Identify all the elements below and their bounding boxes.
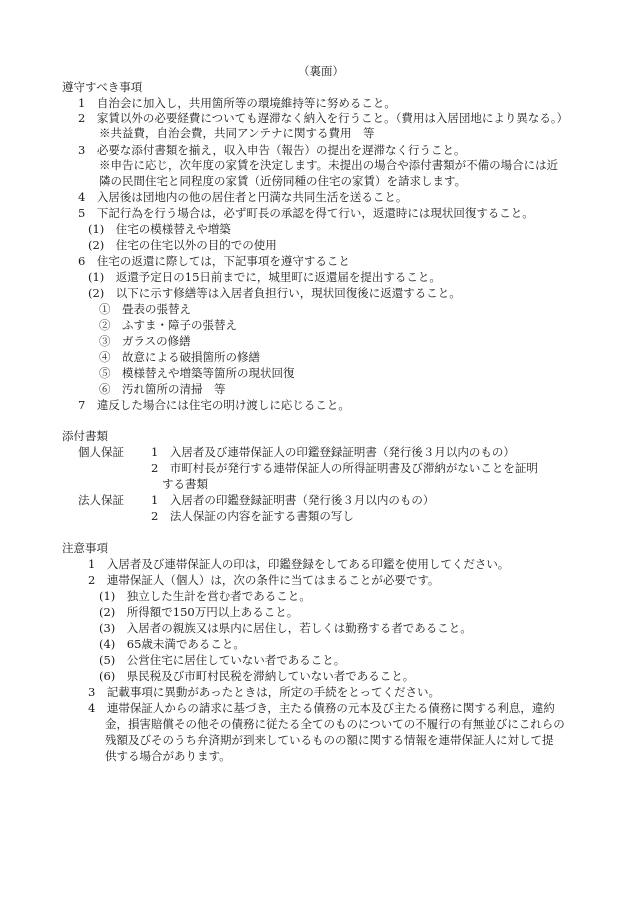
rules-line: 7 違反した場合には住宅の明け渡しに応じること。 <box>78 398 350 412</box>
notes-line: 3 記載事項に異動があったときは，所定の手続をとってください。 <box>88 685 440 699</box>
notes-line: 1 入居者及び連帯保証人の印は，印鑑登録をしてある印鑑を使用してください。 <box>88 557 510 571</box>
rules-heading: 遵守すべき事項 <box>62 80 143 94</box>
notes-line: (1) 独立した生計を営む者であること。 <box>99 589 311 603</box>
rules-line: ⑤ 模様替えや増築等箇所の現状回復 <box>99 366 295 380</box>
attachments-line: する書類 <box>162 477 208 491</box>
notes-line: (2) 所得額で150万円以上あること。 <box>99 605 299 619</box>
notes-line: (5) 公営住宅に居住していない者であること。 <box>99 653 346 667</box>
rules-line: 1 自治会に加入し，共用箇所等の環境維持等に努めること。 <box>78 96 396 110</box>
rules-line: 6 住宅の返還に際しては，下記事項を遵守すること <box>78 254 350 268</box>
rules-line: (2) 以下に示す修繕等は入居者負担行い，現状回復後に返還すること。 <box>88 286 461 300</box>
notes-line: (3) 入居者の親族又は県内に居住し，若しくは勤務する者であること。 <box>99 621 472 635</box>
notes-line: 残額及びそのうち弁済期が到来しているものの額に関する情報を連帯保証人に対して提 <box>105 733 554 747</box>
attachments-line: 2 法人保証の内容を証する書類の写し <box>151 509 354 523</box>
notes-heading: 注意事項 <box>62 541 108 555</box>
rules-line: 5 下記行為を行う場合は，必ず町長の承認を得て行い，返還時には現状回復すること。 <box>78 206 534 220</box>
notes-line: 供する場合があります。 <box>105 749 231 763</box>
notes-line: 4 連帯保証人からの請求に基づき，主たる債務の元本及び主たる債務に関する利息，違約 <box>88 701 555 715</box>
rules-line: ※共益費，自治会費，共同アンテナに関する費用 等 <box>99 126 375 140</box>
rules-line: ④ 故意による破損箇所の修繕 <box>99 350 260 364</box>
rules-line: ※申告に応じ，次年度の家賃を決定します。未提出の場合や添付書類が不備の場合には近 <box>99 158 559 172</box>
rules-line: (1) 返還予定日の15日前までに，城里町に返還届を提出すること。 <box>88 270 441 284</box>
rules-line: ③ ガラスの修繕 <box>99 334 191 348</box>
rules-line: ① 畳表の張替え <box>99 302 191 316</box>
rules-line: (2) 住宅の住宅以外の目的での使用 <box>88 238 277 252</box>
attachments-heading: 添付書類 <box>62 429 108 443</box>
rules-line: ⑥ 汚れ箇所の清掃 等 <box>99 382 226 396</box>
rules-line: 3 必要な添付書類を揃え，収入申告（報告）の提出を遅滞なく行うこと。 <box>78 143 466 157</box>
corporate-guarantee-label: 法人保証 <box>78 493 124 507</box>
notes-line: 金，損害賠償その他その債務に従たる全てのものについての不履行の有無並びにこれらの <box>105 717 565 731</box>
notes-line: (4) 65歳未満であること。 <box>99 637 245 651</box>
notes-line: (6) 県民税及び市町村民税を滞納していない者であること。 <box>99 669 415 683</box>
page-title: （裏面） <box>298 64 344 78</box>
attachments-line: 2 市町村長が発行する連帯保証人の所得証明書及び滞納がないことを証明 <box>151 461 538 475</box>
rules-line: (1) 住宅の模様替えや増築 <box>88 222 231 236</box>
rules-line: 隣の民間住宅と同程度の家賃（近傍同種の住宅の家賃）を請求します。 <box>99 174 467 188</box>
rules-line: 2 家賃以外の必要経費についても遅滞なく納入を行うこと。（費用は入居団地により異なる。） <box>78 111 569 125</box>
rules-line: ② ふすま・障子の張替え <box>99 318 237 332</box>
individual-guarantee-label: 個人保証 <box>78 445 124 459</box>
notes-line: 2 連帯保証人（個人）は，次の条件に当てはまることが必要です。 <box>88 573 440 587</box>
attachments-line: 1 入居者の印鑑登録証明書（発行後３月以内のもの） <box>151 493 435 507</box>
attachments-line: 1 入居者及び連帯保証人の印鑑登録証明書（発行後３月以内のもの） <box>151 445 515 459</box>
rules-line: 4 入居後は団地内の他の居住者と円満な共同生活を送ること。 <box>78 190 408 204</box>
